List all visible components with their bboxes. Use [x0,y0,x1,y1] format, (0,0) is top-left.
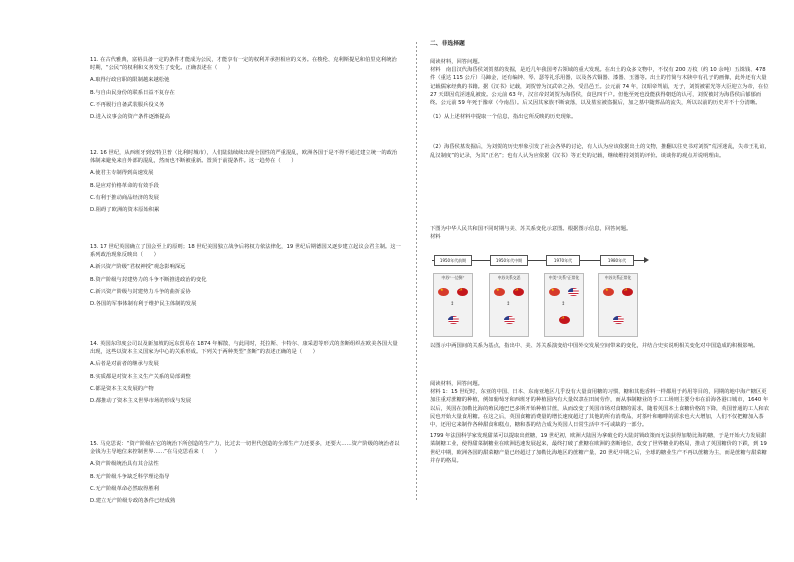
relation-card [489,273,529,337]
option-a[interactable]: A.后者是对前者的继承与发展 [90,361,159,368]
option-c[interactable]: C.不再履行自备武装服兵役义务 [90,101,165,108]
option-b[interactable]: B.是应对价格革命的有效手段 [90,182,159,189]
question-18 [430,380,770,465]
china-flag-icon [494,288,505,296]
question-17 [430,225,770,241]
usa-flag-icon [448,316,459,324]
option-d[interactable]: D.进入议事会的资产条件逐渐提高 [90,114,170,121]
question-stem: 12. 16 世纪，从西班牙到安特卫普（比利时城市），人们陆陆续续出现全国性的严重混乱，欧洲各国于是不得不通过建立统一的政治体制来避免来自外部的混乱，然而也不断被重新。置顶于前提条件。这一趋势在（ ） [90,150,398,165]
option-b[interactable]: B.实质都是对资本主义生产关系的局部调整 [90,373,191,380]
question-13 [90,243,402,308]
relation-card [433,273,473,337]
question-stem: 15. 马克思说：“资产阶级在它的统治下所创造的生产力，比过去一切世代创造的全部生产力还要多，还要大……资产阶级的统治者以金钱为主导地位来控制世界……”在马克思看来（ ） [90,441,400,456]
soviet-flag-icon [622,288,633,296]
question-stem: 14. 英国东印度公司以及新加坡的远东贸易在 1874 年解散，与此同时，托拉斯、卡特尔、康采恩等形式的垄断组织在欧美各国大量出现，这些以资本主义国家为中心的关系形成。下列关于两种类型“垄断”的表述正确的是（ ） [90,341,398,356]
option-a[interactable]: A.使君主专制得到高速发展 [90,170,154,177]
timeline-period: 1950年代前期 [434,255,472,266]
question-intro: 下图为中华人民共和国不同时期与美、苏关系变化示意图。根据图示信息，回答问题。 [430,226,632,232]
timeline-period: 1980年代 [600,255,634,266]
timeline-period: 1950年代中期 [490,255,528,266]
relation-label: 中苏“一边倒” [441,275,465,280]
option-c[interactable]: C.新兴资产阶级与封建势力斗争的曲折妥协 [90,288,191,295]
relations-diagram [430,253,650,341]
question-12 [90,149,402,214]
conflict-arrow-icon: ↕ [506,301,511,307]
section-heading-block [430,40,770,49]
option-d[interactable]: D.都推动了资本主义世界市场的形成与发展 [90,398,192,405]
question-17-prompt [430,342,770,350]
question-stem: 11. 在古代雅典，富裕具备一定的条件才能成为公民，才能享有一定的权利并承担相应的义务。在梭伦、克利斯提尼和伯里克利统治时期，“公民”的权利和义务发生了变化。正确表述在（ ） [90,57,397,72]
option-a[interactable]: A.取得行政官职的限制越来越松弛 [90,77,170,84]
question-text: 以图示中两国间的关系为基点，指出中、美、苏关系演变给中国外交发展空间带来的变化，并结合史实说明相关变化对中国造成的积极影响。 [430,343,759,349]
option-c[interactable]: C.无产阶级革命必然取得胜利 [90,485,159,492]
material-text: 材料 南昌汉代海昏侯刘贺墓的发掘，是近几年我国考古领域的重大发现。在出土的众多文物中，不仅有 200 万枚（约 10 余吨）五铢钱、478 件（重达 115 公斤）马蹄金，还有编钟、琴、瑟等礼乐用器，以及各式铜器、漆器、玉器等。出土的竹简与木牍中有孔子的画像，此外还有大量记载儒家经典的书籍。据《汉书》记载，刘贺曾为汉武帝之孙，受昌邑王。公元前 74 年，汉昭帝驾崩，无子，刘贺被霍光等大臣迎立为帝，在位 27 天即因荒淫迷乱被废。公元前 63 年，汉宣帝封刘贺为海昏侯，食邑四千户。但他至死也没能获得朝廷的认可，刘贺被封为海昏侯后郁郁而终。公元前 59 年死于豫章（今南昌）。后又因其家族不断衰落，以及墓室被盗掘后，加之墓中随葬品的流失，所以以前的历史并不十分清晰。 [430,67,769,107]
china-flag-icon [438,288,449,296]
conflict-arrow-icon: ↕ [450,301,455,307]
relation-label: 中苏关系正常化 [604,275,632,280]
material-text-2: 1799 年法国科学家发现甜菜可以提取出蔗糖，19 世纪初，欧洲大陆因为拿破仑的大陆封锁政策而无法获得加勒比海的糖，于是开始大力发展甜菜制糖工业，使得甜菜制糖业在欧洲迅速发展起来，最终打破了蔗糖在欧洲的垄断地位，改变了世界糖业的格局，推动了英国糖价的下跌，到 19 世纪中期，欧洲各国的甜菜糖产量已经超过了加勒比海地区的蔗糖产量，20 世纪中期之后，全球的糖业生产不再以蔗糖为主，而是蔗糖与甜菜糖并存的格局。 [430,433,767,464]
relation-label: 中美“关系”正常化 [548,275,580,280]
option-b[interactable]: B.与自由民身份的联系日益不复存在 [90,89,175,96]
soviet-flag-icon [513,288,524,296]
usa-flag-icon [613,316,624,324]
sub-question-2: （2）海昏侯墓发掘后，为刘贺的历史形象引发了社会各界的讨论，有人认为应该依据出土的文物，推翻以往史书对刘贺“荒淫迷乱，失帝王礼谊，乱汉制度”的记录，为其“正名”；也有人认为应依据《汉书》等正史的记载，继续维持刘贺的评价。谈谈你的观点并说明理由。 [430,144,770,159]
timeline-period: 1970年代 [546,255,580,266]
section-title: 二、非选择题 [430,41,465,47]
material-label: 材料 [430,234,441,241]
sub-question-1: （1）从上述材料中提取一个信息，指出它所反映的历史现象。 [430,114,577,121]
question-14 [90,340,402,405]
question-15 [90,440,402,505]
usa-flag-icon [504,316,515,324]
material-text: 材料 1：15 世纪时，东亚的中国、日本、东南亚地区几乎没有大量食用糖的习惯，糖和其他香料一样都用于药用等目的，同期的地中海产糖区更加注重对蔗糖的种植，例如葡萄牙和西班牙的种植园内有大量奴隶在田间劳作，而从事制糖业的手工工场则主要分布在沿海各港口城市，1640 年以后，英国在加勒比海的殖民地巴巴多斯开始种植甘蔗，从而改变了英国市场对食糖的需求，随着英国本土食糖价格的下降，英国普通的工人和农民也开始大量食用糖。在这之后，英国食糖消费量的增长速度超过了其他的所有消费品，对茶叶和咖啡的需求也大大增加，人们不仅把糖加入茶中，还用它来制作各种甜食和糕点，糖和茶的结合成为英国人日常生活中不可或缺的一部分。 [430,389,770,429]
option-d[interactable]: D.建立无产阶级专政的条件已经成熟 [90,498,176,505]
option-b[interactable]: B.资产阶级与封建势力的斗争不断推进政治的变化 [90,276,207,283]
option-a[interactable]: A.新兴资产阶级“君权神授”观念影响深远 [90,264,186,271]
china-flag-icon [549,288,560,296]
soviet-flag-icon [457,288,468,296]
question-11 [90,56,402,121]
option-a[interactable]: A.资产阶级统治具有其合法性 [90,461,159,468]
relation-label: 中苏关系交恶 [497,275,521,280]
timeline-arrow-icon [644,257,649,263]
column-divider [416,42,417,502]
option-c[interactable]: C.都是资本主义发展的产物 [90,385,154,392]
option-d[interactable]: D.各国的军事体制有利于维护民主体制的发展 [90,301,197,308]
option-b[interactable]: B.无产阶级斗争缺乏科学理论指导 [90,473,170,480]
question-intro: 阅读材料，回答问题。 [430,59,483,65]
question-stem: 13. 17 世纪英国确立了国会至上的原则；18 世纪美国独立战争后将权力依法律化，19 世纪后期德国又逐步建立起议会君主制。这一系列政治现象反映出（ ） [90,244,401,259]
relation-card [544,273,584,337]
soviet-flag-icon [559,316,570,324]
question-intro: 阅读材料，回答问题。 [430,381,483,387]
usa-flag-icon [568,288,579,296]
question-16 [430,58,770,160]
china-flag-icon [603,288,614,296]
relation-card [598,273,638,337]
option-c[interactable]: C.有利于推动商品经济的发展 [90,194,159,201]
conflict-arrow-icon: ↕ [561,301,566,307]
option-d[interactable]: D.阻碍了欧洲的资本原始积累 [90,207,160,214]
